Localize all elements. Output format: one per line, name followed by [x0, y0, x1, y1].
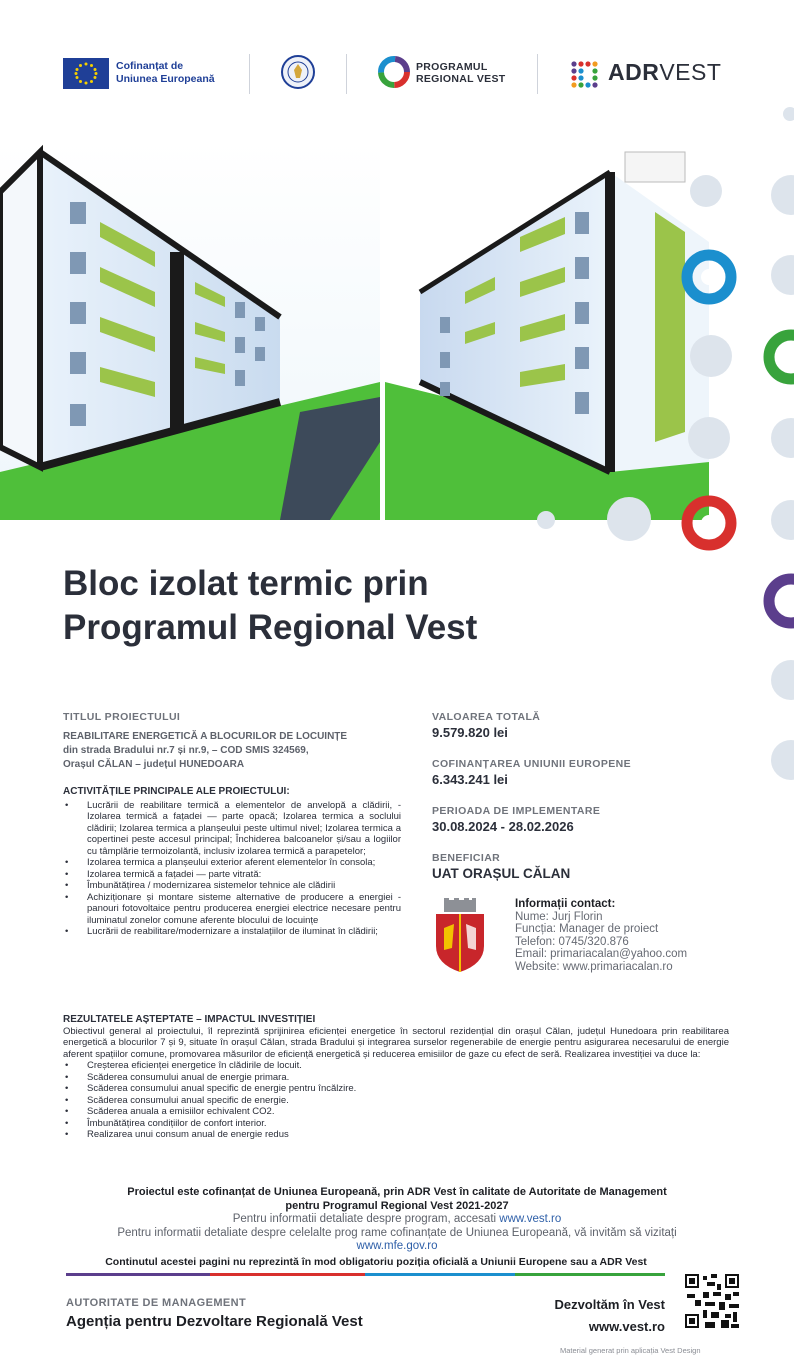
color-bar-red	[210, 1273, 365, 1276]
program-ring-blue-icon	[680, 248, 738, 306]
list-item: • Lucrării de reabilitare termică a elementelor de anvelopă a clădirii, - Izolarea termică a fațadei — parte opacă; Izolarea termica a soclului clădirii; Izolarea termica a planșeului peste ultimul nivel; Izolarea termica a copertinei peste accesul principal; Închiderea balcoanelor și/sau a logiilor cu tâmplărie termoizolantă, inclusiv izolarea termică a parapetelor;	[63, 800, 401, 858]
list-item: • Îmbunătățirea condițiilor de confort interior.	[63, 1118, 729, 1130]
list-item: • Izolarea termică a fațadei — parte vitrată:	[63, 869, 401, 881]
divider	[537, 54, 538, 94]
site-link[interactable]: www.vest.ro	[588, 1319, 665, 1334]
eu-flag-icon	[63, 58, 109, 89]
managing-authority-label: AUTORITATE DE MANAGEMENT	[66, 1297, 247, 1309]
color-bar-green	[515, 1273, 665, 1276]
contact-website[interactable]: Website: www.primariacalan.ro	[515, 960, 673, 973]
contact-name: Nume: Jurj Florin	[515, 910, 603, 923]
adr-vest-logo	[568, 58, 600, 90]
implementation-period-label: PERIOADA DE IMPLEMENTARE	[432, 805, 601, 817]
results-intro: Obiectivul general al proiectului, îl reprezintă sprijinirea eficienței energetice în sectorul rezidențial din orașul Călan, județul Hunedoara prin reabilitarea energetică a blocurilor 7 și 9, situate în orașul Călan, strada Bradului și integrarea surselor regenerabile de energie pentru asigurarea necesarului de energie aferent spațiilor comune, promovarea măsurilor de eficiență energetică și reducerea emisiilor de gaze cu efect de seră. Realizarea investiției va duce la:	[63, 1025, 729, 1060]
decor-circle	[607, 497, 651, 541]
implementation-period-block	[432, 805, 732, 834]
list-item: • Îmbunătățirea / modernizarea sistemelor tehnice ale clădirii	[63, 880, 401, 892]
disclaimer: Continutul acestei pagini nu reprezintă în mod obligatoriu poziția oficială a Uniunii Europene sau a ADR Vest	[105, 1256, 647, 1268]
contact-role: Funcția: Manager de proiect	[515, 923, 659, 936]
contact-info: Informații contact: Nume: Jurj Florin Funcția: Manager de proiect Telefon: 0745/320.876 Email: primariacalan@yahoo.com Website: www.primariacalan.ro	[515, 898, 688, 973]
decor-circle	[690, 175, 722, 207]
decor-circle	[783, 107, 794, 121]
eu-cofinancing-value: 6.343.241 lei	[432, 772, 508, 787]
list-item: • Creșterea eficienței energetice în clădirile de locuit.	[63, 1060, 729, 1072]
adr-vest-wordmark: ADRVEST	[608, 59, 722, 85]
list-item: • Scăderea consumului anual specific de energie pentru încălzire.	[63, 1083, 729, 1095]
implementation-period-value: 30.08.2024 - 28.02.2026	[432, 819, 574, 834]
credit-note: Material generat prin aplicația Vest Design	[560, 1346, 701, 1355]
decor-circle	[771, 500, 794, 540]
decor-circle	[771, 740, 794, 780]
activities-label: ACTIVITĂȚILE PRINCIPALE ALE PROIECTULUI:	[63, 786, 290, 797]
results-section	[63, 1014, 729, 1141]
decor-circle	[688, 417, 730, 459]
total-value-label: VALOAREA TOTALĂ	[432, 711, 541, 723]
government-seal-icon	[281, 55, 315, 89]
total-value: 9.579.820 lei	[432, 725, 508, 740]
contact-phone: Telefon: 0745/320.876	[515, 935, 629, 948]
managing-authority	[66, 1297, 363, 1330]
list-item: • Achiziționare și montare sisteme alternative de producere a energiei - panouri fotovoltaice pentru producerea energiei electrice necesare pentru iluminatul zonelor comune aferente blocului de locuințe	[63, 892, 401, 927]
activities-section	[63, 786, 401, 938]
list-item: • Lucrării de reabilitare/modernizare a instalațiilor de iluminat în clădirii;	[63, 926, 401, 938]
beneficiary-block	[432, 852, 732, 881]
program-ring-red-icon	[680, 494, 738, 552]
cofinancing-statement: Proiectul este cofinanțat de Uniunea Europeană, prin ADR Vest în calitate de Autoritate de Management pentru Programul Regional Vest 2021-2027 Pentru informatii detaliate despre program, accesati www.vest.ro Pentru informatii detaliate despre celelalte prog rame cofinanțate de Uniunea Europeană, vă invităm să vizitați www.mfe.gov.ro	[63, 1186, 731, 1254]
decor-circle	[771, 175, 794, 215]
project-title-label: TITLUL PROIECTULUI	[63, 711, 181, 723]
page-title: Bloc izolat termic prin Programul Regional Vest	[63, 564, 478, 647]
program-regional-vest-text: PROGRAMUL REGIONAL VEST	[416, 61, 506, 85]
contact-email[interactable]: Email: primariacalan@yahoo.com	[515, 948, 688, 961]
vest-link[interactable]: www.vest.ro	[499, 1213, 562, 1225]
list-item: • Realizarea unui consum anual de energie redus	[63, 1129, 729, 1141]
activities-list	[63, 800, 401, 938]
beneficiary-label: BENEFICIAR	[432, 852, 501, 864]
decor-circle	[537, 511, 555, 529]
list-item: • Scăderea anuala a emisiilor echivalent CO2.	[63, 1106, 729, 1118]
divider	[346, 54, 347, 94]
list-item: • Izolarea termica a planșeului exterior aferent elementelor în consola;	[63, 857, 401, 869]
project-title-text: REABILITARE ENERGETICĂ A BLOCURILOR DE LOCUINȚE din strada Bradului nr.7 și nr.9, – COD SMIS 324569, Orașul CĂLAN – județul HUNEDOARA	[63, 730, 348, 770]
program-ring-purple-icon	[762, 572, 794, 630]
results-list	[63, 1060, 729, 1141]
results-label: REZULTATELE AȘTEPTATE – IMPACTUL INVESTIȚIEI	[63, 1014, 316, 1025]
building-render-right	[385, 142, 709, 520]
qr-code-icon[interactable]	[683, 1272, 741, 1330]
program-regional-vest-logo	[378, 56, 410, 88]
decor-circle	[771, 255, 794, 295]
color-bar-blue	[365, 1273, 515, 1276]
decor-circle	[771, 660, 794, 700]
mfe-link[interactable]: www.mfe.gov.ro	[356, 1240, 438, 1252]
decor-circle	[690, 335, 732, 377]
divider	[249, 54, 250, 94]
eu-cofinancing-label: COFINANȚAREA UNIUNII EUROPENE	[432, 758, 632, 770]
list-item: • Scăderea consumului anual de energie primara.	[63, 1072, 729, 1084]
color-bar-purple	[66, 1273, 210, 1276]
total-value-block	[432, 711, 732, 740]
building-render-left	[0, 142, 380, 520]
managing-authority-name: Agenția pentru Dezvoltare Regională Vest	[66, 1313, 363, 1330]
eu-cofinancing-block	[432, 758, 732, 787]
calan-coat-of-arms-icon	[432, 898, 488, 974]
logo-bar	[0, 40, 794, 110]
slogan-block	[490, 1297, 665, 1334]
list-item: • Scăderea consumului anual specific de energie.	[63, 1095, 729, 1107]
program-ring-green-icon	[762, 328, 794, 386]
slogan: Dezvoltăm în Vest	[554, 1297, 665, 1312]
decor-circle	[771, 418, 794, 458]
eu-cofinanced-text: Cofinanțat de Uniunea Europeană	[116, 60, 215, 85]
beneficiary-value: UAT ORAȘUL CĂLAN	[432, 866, 571, 881]
project-title-section	[63, 712, 401, 772]
